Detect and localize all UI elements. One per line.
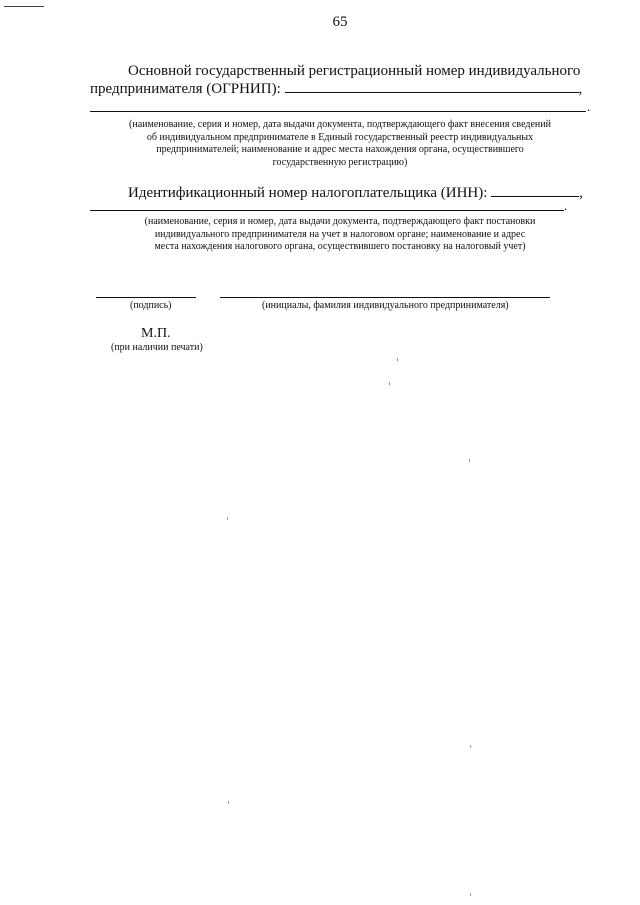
page-number: 65 (332, 14, 348, 30)
scan-corner-mark (4, 6, 44, 7)
name-caption: (инициалы, фамилия индивидуального предпринимателя) (262, 300, 509, 311)
stamp-note: (при наличии печати) (111, 342, 203, 353)
ogrnip-caption-line2: об индивидуальном предпринимателе в Единый государственный реестр индивидуальных (146, 131, 534, 143)
inn-caption-line3: места нахождения налогового органа, осуществившего постановку на налоговый учет) (154, 241, 526, 252)
ogrnip-label-line2: предпринимателя (ОГРНИП): (90, 81, 281, 97)
scan-speck (470, 745, 471, 748)
inn-caption (90, 216, 590, 254)
scan-speck (389, 382, 390, 385)
scan-speck (397, 358, 398, 361)
scan-speck (227, 517, 228, 520)
ogrnip-label-line2-row (90, 80, 582, 98)
stamp-label: М.П. (141, 326, 171, 341)
ogrnip-label-line1: Основной государственный регистрационный номер индивидуального (128, 63, 581, 79)
inn-caption-line2: индивидуального предпринимателя на учет в налоговом органе; наименование и адрес (154, 228, 526, 240)
inn-comma: , (579, 185, 583, 201)
inn-caption-line1: (наименование, серия и номер, дата выдачи документа, подтверждающего факт постановки (144, 216, 536, 227)
inn-label: Идентификационный номер налогоплательщика (ИНН): (128, 185, 488, 201)
ogrnip-caption (90, 119, 590, 169)
ogrnip-comma: , (578, 81, 583, 97)
ogrnip-document-line[interactable] (90, 111, 586, 112)
ogrnip-value-field[interactable] (285, 80, 579, 93)
inn-value-field[interactable] (491, 184, 579, 197)
ogrnip-caption-line4: государственную регистрацию) (272, 156, 408, 168)
ogrnip-caption-line1: (наименование, серия и номер, дата выдачи документа, подтверждающего факт внесения сведений (129, 119, 551, 130)
signature-caption: (подпись) (130, 300, 172, 311)
inn-label-row (128, 184, 583, 202)
inn-period: . (564, 198, 568, 213)
inn-document-line[interactable] (90, 210, 564, 211)
signature-line[interactable] (96, 297, 196, 298)
scan-speck (470, 893, 471, 896)
scan-speck (469, 459, 470, 462)
name-line[interactable] (220, 297, 550, 298)
ogrnip-caption-line3: предпринимателей; наименование и адрес места нахождения органа, осуществившего (156, 144, 524, 155)
scan-speck (228, 801, 229, 804)
ogrnip-period: . (587, 99, 591, 114)
